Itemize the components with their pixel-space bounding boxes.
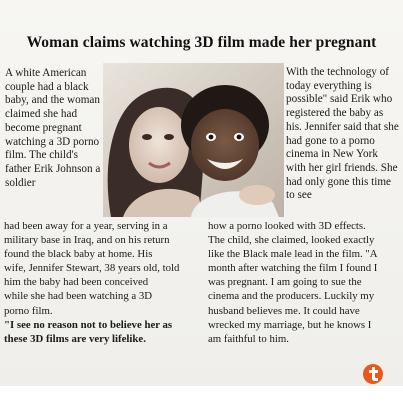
mother-and-child-photo: [103, 63, 284, 217]
text-line: am faithful to him.: [208, 332, 289, 345]
text-line: found the black baby at home. His: [4, 248, 153, 261]
quote-line: these 3D films are very lifelike.: [4, 332, 146, 345]
text-line: wrecked my marriage, but he knows I: [208, 318, 372, 331]
footer-strip: [0, 386, 403, 403]
article-left-column: A white American couple had a black baby, and the woman claimed she had become pregnant watching a 3D porno film. The child's father Erik Johnson a soldier: [5, 67, 101, 189]
text-line: like the Black male lead in the film. "A: [208, 248, 378, 261]
text-line: had been away for a year, serving in a: [4, 220, 168, 232]
text-line: The child, she claimed, looked exactly: [208, 234, 375, 247]
text-line: how a porno looked with 3D effects.: [208, 220, 366, 232]
article-headline: Woman claims watching 3D film made her pregnant: [26, 34, 377, 51]
text-line: month after watching the film I found I: [208, 262, 378, 275]
quote-line: "I see no reason not to believe her as: [4, 318, 173, 331]
text-line: while she had been watching a 3D: [4, 290, 153, 303]
text-line: porno film.: [4, 304, 53, 317]
article-bottom-right-column: [208, 219, 402, 346]
text-line: him the baby had been conceived: [4, 276, 149, 289]
text-line: military base in Iraq, and on his return: [4, 234, 170, 247]
text-line: wife, Jennifer Stewart, 38 years old, told: [4, 262, 180, 275]
text-line: was pregnant. I am going to sue the: [208, 276, 362, 289]
article-right-column: With the technology of today everything is possible" said Erik who registered the baby as his. Jennifer said that she had gone to a porno cinema in New York with her girl friends. She had only gone this time to see: [286, 66, 399, 202]
text-line: cinema and the producers. Luckily my: [208, 290, 375, 303]
article-bottom-left-column: [4, 219, 204, 346]
text-line: husband believes me. It could have: [208, 304, 360, 317]
site-logo-icon[interactable]: [363, 364, 383, 384]
